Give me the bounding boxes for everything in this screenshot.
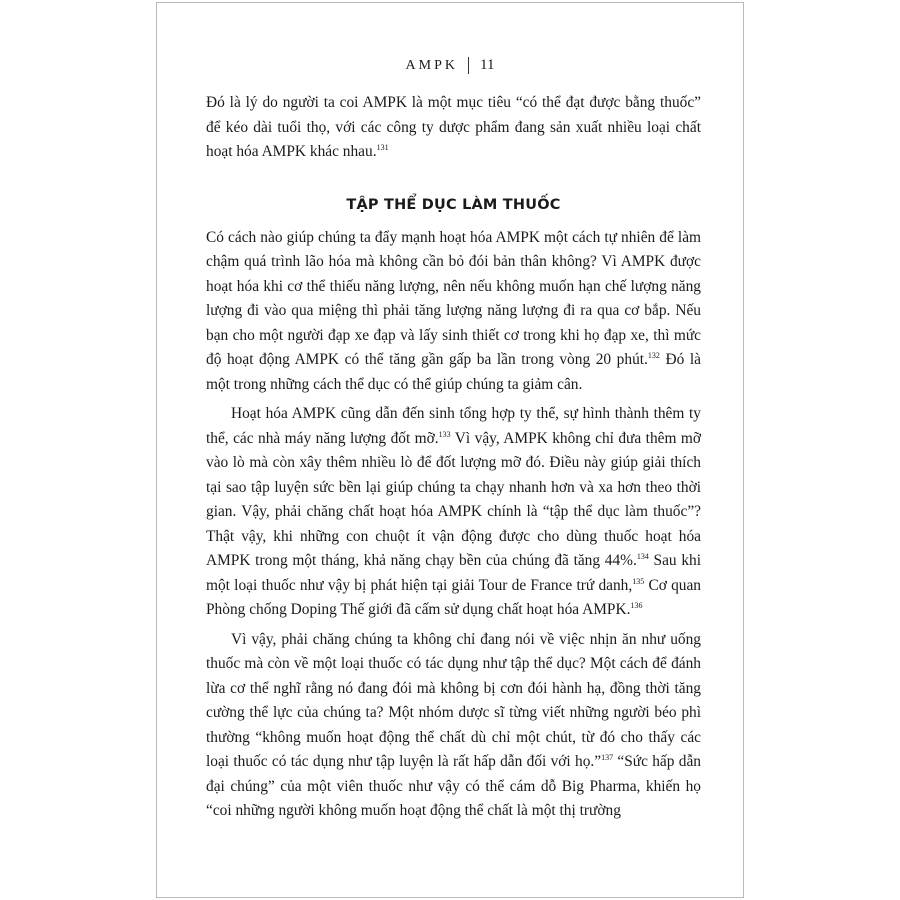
paragraph-text: Hoạt hóa AMPK cũng dẫn đến sinh tổng hợp ty thể, sự hình thành thêm ty thể, các nhà máy năng lượng đốt mỡ. xyxy=(206,405,701,447)
footnote-ref: 134 xyxy=(636,552,649,561)
paragraph-text: Sau khi một loại thuốc như vậy bị phát hiện tại giải Tour de France trứ danh, xyxy=(206,552,701,594)
footnote-ref: 136 xyxy=(630,601,643,610)
footnote-ref: 132 xyxy=(647,351,660,360)
running-header xyxy=(157,57,743,74)
header-divider xyxy=(468,57,469,74)
paragraph-text: Đó là một trong những cách thể dục có thể giúp chúng ta giảm cân. xyxy=(206,351,701,393)
footnote-ref: 135 xyxy=(632,576,645,586)
section-heading: TẬP THỂ DỤC LÀM THUỐC xyxy=(346,196,561,213)
footnote-ref: 133 xyxy=(438,429,451,439)
page-body xyxy=(206,91,701,824)
paragraph-text: Có cách nào giúp chúng ta đẩy mạnh hoạt hóa AMPK một cách tự nhiên để làm chậm quá trình lão hóa mà không cần bỏ đói bản thân không? Vì AMPK được hoạt hóa khi cơ thể thiếu năng lượng, nên nếu không muốn hạn chế lượng năng lượng đi vào qua miệng thì phải tăng lượng năng lượng đi ra qua cơ bắp. Nếu bạn cho một người đạp xe đạp và lấy sinh thiết cơ trong khi họ đạp xe, thì mức độ hoạt động AMPK có thể tăng gần gấp ba lần trong vòng 20 phút. xyxy=(206,228,701,368)
paragraph-1 xyxy=(206,91,701,165)
paragraph-text: Vì vậy, AMPK không chỉ đưa thêm mỡ vào lò mà còn xây thêm nhiều lò để đốt lượng mỡ đó. Điều này giúp giải thích tại sao tập luyện sức bền lại giúp chúng ta chạy nhanh hơn và xa hơn theo thời gian. Vậy, phải chăng chất hoạt hóa AMPK chính là “tập thể dục làm thuốc”? Thật vậy, khi những con chuột ít vận động được cho dùng thuốc hoạt hóa AMPK trong một tháng, khả năng chạy bền của chúng đã tăng 44%. xyxy=(206,429,701,569)
chapter-title: AMPK xyxy=(405,57,458,73)
paragraph-3 xyxy=(206,402,701,623)
page-number: 11 xyxy=(480,57,495,73)
footnote-ref: 131 xyxy=(376,143,389,152)
paragraph-4 xyxy=(206,628,701,824)
paragraph-2 xyxy=(206,226,701,398)
paragraph-text: Đó là lý do người ta coi AMPK là một mục tiêu “có thể đạt được bằng thuốc” để kéo dài tuổi thọ, với các công ty dược phẩm đang sản xuất nhiều loại chất hoạt hóa AMPK khác nhau. xyxy=(206,94,701,160)
paragraph-text: “Sức hấp dẫn đại chúng” của một viên thuốc như vậy có thể cám dỗ Big Pharma, khiến họ “coi những người không muốn hoạt động thể chất là một thị trường xyxy=(206,753,701,819)
paragraph-text: Vì vậy, phải chăng chúng ta không chỉ đang nói về việc nhịn ăn như uống thuốc mà còn về một loại thuốc có tác dụng như tập thể dục? Một cách để đánh lừa cơ thể nghĩ rằng nó đang đói mà không bị cơn đói hành hạ, đồng thời tăng cường thể lực của chúng ta? Một nhóm dược sĩ từng viết những người béo phì thường “không muốn hoạt động thể chất dù chỉ một chút, từ đó cho thấy các loại thuốc có tác dụng như tập luyện là rất hấp dẫn đối với họ.” xyxy=(206,630,701,770)
paragraph-text: Cơ quan Phòng chống Doping Thế giới đã cấm sử dụng chất hoạt hóa AMPK. xyxy=(206,576,701,618)
footnote-ref: 137 xyxy=(601,753,614,762)
book-page xyxy=(156,2,744,898)
